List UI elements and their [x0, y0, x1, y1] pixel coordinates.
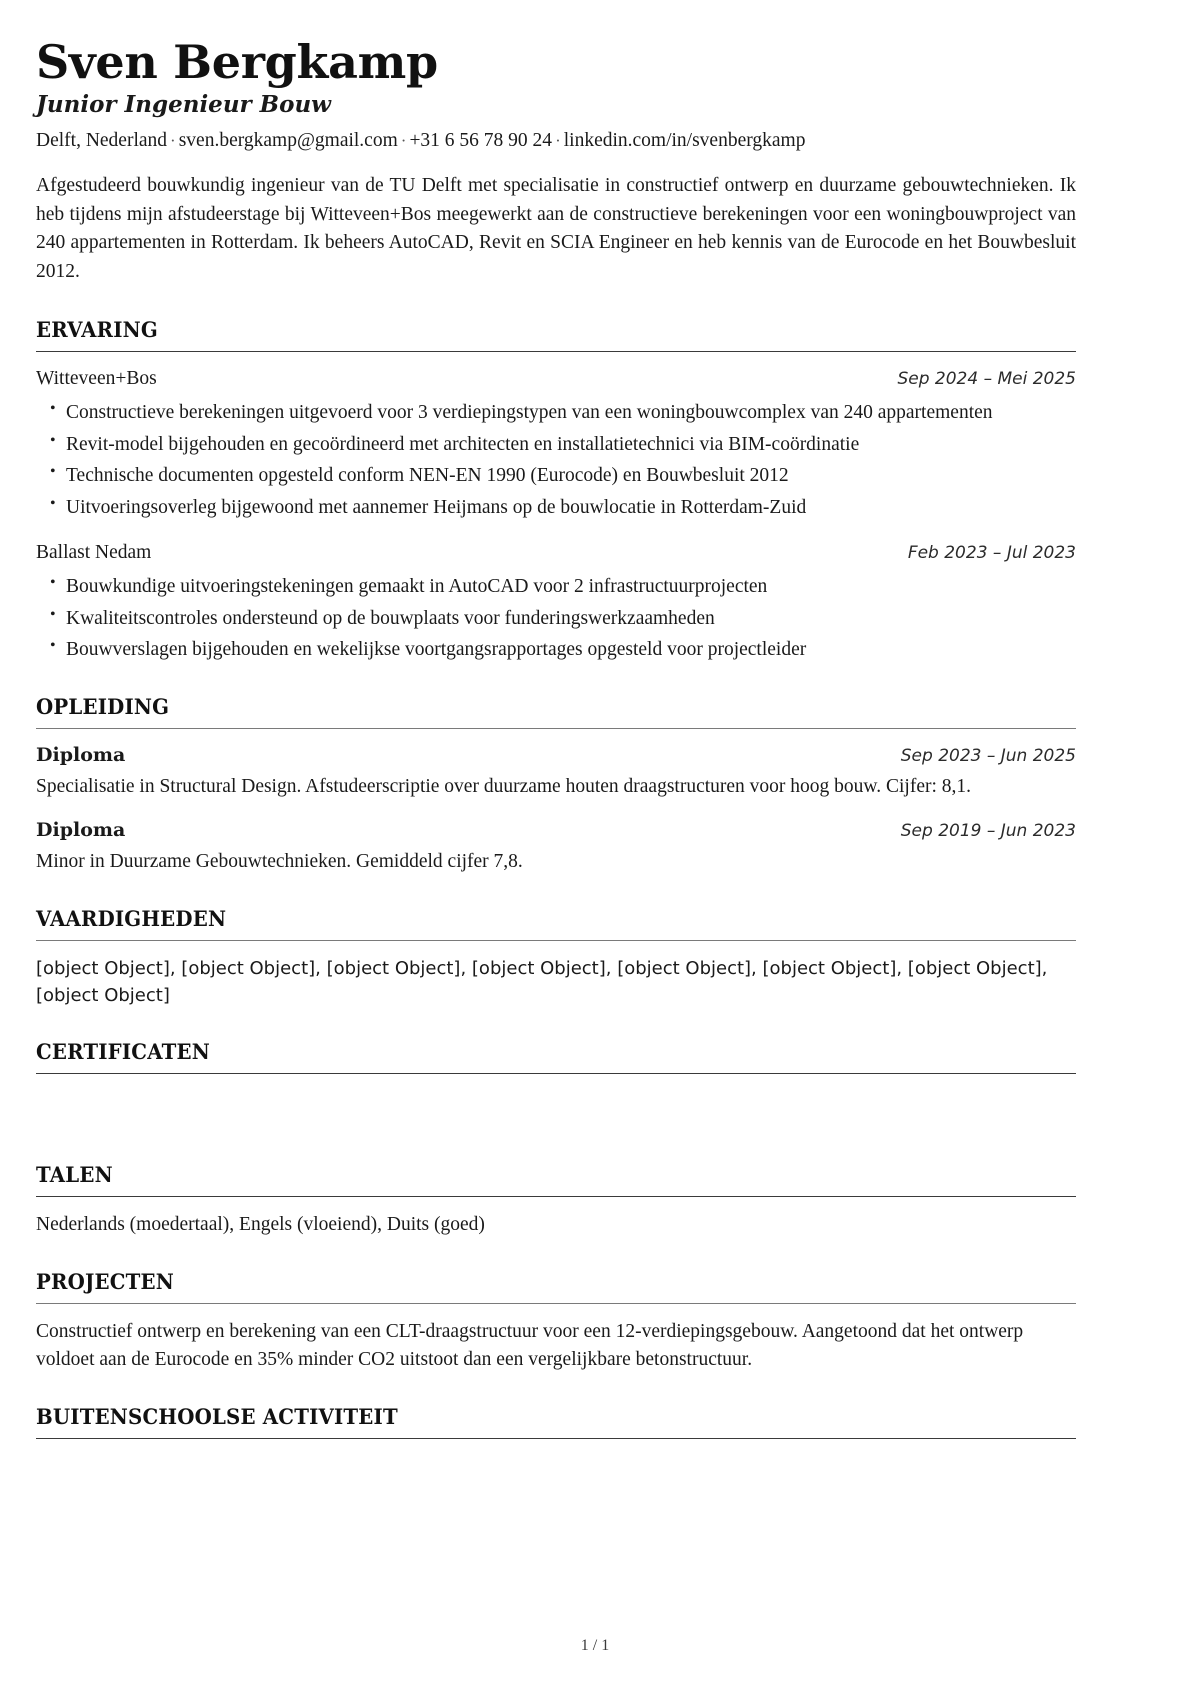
experience-bullet-list	[36, 399, 1076, 522]
section-title-languages: TALEN	[36, 1161, 113, 1187]
contact-separator-1: ·	[170, 130, 176, 150]
education-date: Sep 2019 – Jun 2023	[900, 821, 1076, 842]
education-degree: Diploma	[36, 819, 126, 842]
candidate-name: Sven Bergkamp	[36, 35, 438, 89]
education-entry	[36, 818, 1076, 875]
contact-separator-3: ·	[555, 130, 561, 150]
experience-date: Sep 2024 – Mei 2025	[897, 368, 1076, 389]
section-title-projects: PROJECTEN	[36, 1268, 175, 1294]
professional-summary: Afgestudeerd bouwkundig ingenieur van de TU Delft met specialisatie in constructief ontwerp en duurzame gebouwtechnieken. Ik heb tijdens mijn afstudeerstage bij Witteveen+Bos meegewerkt aan de constructieve berekeningen voor een woningbouwproject van 240 appartementen in Rotterdam. Ik beheers AutoCAD, Revit en SCIA Engineer en heb kennis van de Eurocode en het Bouwbesluit 2012.	[36, 174, 1076, 282]
experience-entry	[36, 366, 1076, 522]
education-description: Specialisatie in Structural Design. Afstudeerscriptie over duurzame houten draagstructuren voor hoog bouw. Cijfer: 8,1.	[36, 775, 972, 797]
section-divider-experience	[36, 351, 1076, 352]
section-languages	[36, 1162, 1076, 1239]
experience-date: Feb 2023 – Jul 2023	[907, 542, 1076, 563]
section-certificates	[36, 1039, 1076, 1132]
section-title-skills: VAARDIGHEDEN	[36, 905, 227, 931]
skills-body: [object Object], [object Object], [object Object], [object Object], [object Object], [object Object], [object Object], [object Object]	[36, 957, 1048, 1006]
education-entry-head	[36, 743, 1076, 769]
list-item: • Revit-model bijgehouden en gecoördineerd met architecten en installatietechnici via BIM-coördinatie	[36, 431, 1076, 459]
education-entry	[36, 743, 1076, 800]
section-divider-extracurricular	[36, 1438, 1076, 1439]
education-entry-head	[36, 818, 1076, 844]
candidate-headline: Junior Ingenieur Bouw	[36, 90, 331, 118]
section-education	[36, 694, 1076, 876]
contact-line	[36, 128, 1076, 154]
resume-content	[36, 35, 1076, 1439]
page-indicator: 1 / 1	[580, 1637, 610, 1654]
contact-phone[interactable]: +31 6 56 78 90 24	[409, 129, 553, 151]
section-title-education: OPLEIDING	[36, 693, 170, 719]
experience-entry-head	[36, 540, 1076, 566]
section-title-certificates: CERTIFICATEN	[36, 1038, 210, 1064]
resume-header	[36, 35, 1076, 287]
education-degree: Diploma	[36, 743, 126, 766]
list-item: • Constructieve berekeningen uitgevoerd voor 3 verdiepingstypen van een woningbouwcomplex van 240 appartementen	[36, 399, 1076, 427]
section-divider-skills	[36, 940, 1076, 941]
contact-linkedin[interactable]: linkedin.com/in/svenbergkamp	[563, 129, 806, 151]
experience-company: Ballast Nedam	[36, 541, 152, 563]
experience-company: Witteveen+Bos	[36, 367, 157, 389]
projects-body: Constructief ontwerp en berekening van een CLT-draagstructuur voor een 12-verdiepingsgebouw. Aangetoond dat het ontwerp voldoet aan de Eurocode en 35% minder CO2 uitstoot dan een vergelijkbare betonstructuur.	[36, 1320, 1024, 1371]
section-experience	[36, 317, 1076, 664]
section-title-experience: ERVARING	[36, 316, 158, 342]
list-item: • Bouwkundige uitvoeringstekeningen gemaakt in AutoCAD voor 2 infrastructuurprojecten	[36, 573, 1076, 601]
experience-entry-head	[36, 366, 1076, 392]
experience-entry	[36, 540, 1076, 664]
page-footer	[0, 1637, 1190, 1655]
section-divider-projects	[36, 1303, 1076, 1304]
section-divider-education	[36, 728, 1076, 729]
languages-body: Nederlands (moedertaal), Engels (vloeiend), Duits (goed)	[36, 1213, 485, 1235]
section-projects	[36, 1269, 1076, 1375]
section-skills	[36, 906, 1076, 1009]
list-item: • Technische documenten opgesteld conform NEN-EN 1990 (Eurocode) en Bouwbesluit 2012	[36, 462, 1076, 490]
contact-separator-2: ·	[400, 130, 407, 150]
section-divider-languages	[36, 1196, 1076, 1197]
section-title-extracurricular: BUITENSCHOOLSE ACTIVITEIT	[36, 1404, 398, 1430]
list-item: • Uitvoeringsoverleg bijgewoond met aannemer Heijmans op de bouwlocatie in Rotterdam-Zuid	[36, 494, 1076, 522]
education-description: Minor in Duurzame Gebouwtechnieken. Gemiddeld cijfer 7,8.	[36, 850, 523, 872]
certificates-body	[36, 1088, 1076, 1132]
list-item: • Bouwverslagen bijgehouden en wekelijkse voortgangsrapportages opgesteld voor projectleider	[36, 636, 1076, 664]
experience-bullet-list	[36, 573, 1076, 664]
contact-location: Delft, Nederland	[36, 129, 168, 151]
list-item: • Kwaliteitscontroles ondersteund op de bouwplaats voor funderingswerkzaamheden	[36, 605, 1076, 633]
education-date: Sep 2023 – Jun 2025	[900, 745, 1076, 766]
section-divider-certificates	[36, 1073, 1076, 1074]
contact-email[interactable]: sven.bergkamp@gmail.com	[178, 129, 398, 151]
section-extracurricular	[36, 1404, 1076, 1439]
